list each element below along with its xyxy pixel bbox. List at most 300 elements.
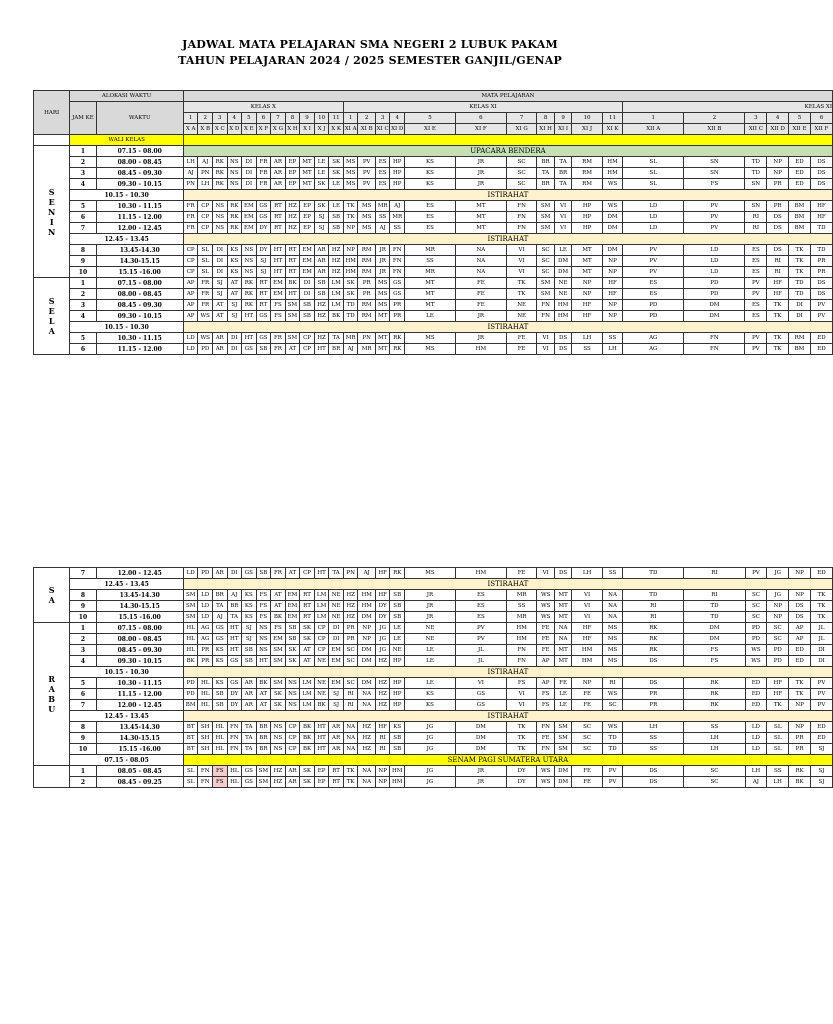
break-time: 10.15 - 10.30 — [70, 190, 184, 201]
class-number: 6 — [256, 113, 271, 124]
class-number: 4 — [767, 113, 789, 124]
teacher-code-cell: SK — [300, 634, 315, 645]
teacher-code-cell: HT — [314, 744, 329, 755]
teacher-code-cell: SJ — [242, 634, 257, 645]
istirahat-banner: ISTIRAHAT — [183, 579, 832, 590]
teacher-code-cell: AP — [789, 623, 811, 634]
teacher-code-cell: RT — [300, 612, 315, 623]
teacher-code-cell: AR — [242, 678, 257, 689]
teacher-code-cell: AR — [212, 344, 227, 355]
teacher-code-cell: FE — [506, 568, 537, 579]
teacher-code-cell: AJ — [198, 157, 213, 168]
teacher-code-cell: SK — [300, 777, 315, 788]
teacher-code-cell: CP — [314, 645, 329, 656]
waktu: 08.00 - 08.45 — [96, 289, 183, 300]
waktu: 09.30 - 10.15 — [96, 311, 183, 322]
waktu: 08.00 - 08.45 — [96, 634, 183, 645]
teacher-code-cell: RI — [684, 568, 745, 579]
teacher-code-cell: KS — [212, 656, 227, 667]
teacher-code-cell: HF — [767, 289, 789, 300]
teacher-code-cell: FS — [256, 601, 271, 612]
teacher-code-cell: JL — [811, 623, 833, 634]
teacher-code-cell: EM — [300, 256, 315, 267]
schedule-row — [34, 579, 833, 590]
jam-ke: 1 — [70, 766, 96, 777]
teacher-code-cell: RM — [572, 179, 603, 190]
teacher-code-cell: SN — [745, 179, 767, 190]
teacher-code-cell: PV — [810, 311, 832, 322]
teacher-code-cell: AG — [623, 344, 684, 355]
teacher-code-cell: JG — [375, 645, 390, 656]
teacher-code-cell: AT — [285, 568, 300, 579]
schedule-table-page-2 — [33, 567, 833, 788]
teacher-code-cell: WS — [602, 722, 622, 733]
teacher-code-cell: TK — [789, 689, 811, 700]
teacher-code-cell: SB — [256, 344, 271, 355]
teacher-code-cell: DM — [684, 311, 745, 322]
teacher-code-cell: CP — [198, 223, 213, 234]
teacher-code-cell: MT — [572, 245, 603, 256]
teacher-code-cell: HF — [375, 590, 390, 601]
teacher-code-cell: LD — [745, 733, 767, 744]
teacher-code-cell: DM — [602, 212, 622, 223]
teacher-code-cell: MR — [506, 590, 537, 601]
teacher-code-cell: FR — [271, 568, 286, 579]
teacher-code-cell: TK — [767, 311, 789, 322]
teacher-code-cell: KS — [227, 245, 242, 256]
jam-ke: 10 — [70, 612, 96, 623]
teacher-code-cell: EM — [242, 201, 257, 212]
teacher-code-cell: AT — [300, 645, 315, 656]
teacher-code-cell: LE — [329, 201, 344, 212]
teacher-code-cell: LD — [198, 590, 213, 601]
class-number: 11 — [329, 113, 344, 124]
teacher-code-cell: MS — [358, 223, 375, 234]
teacher-code-cell: NP — [789, 722, 811, 733]
teacher-code-cell: AT — [256, 689, 271, 700]
teacher-code-cell: FS — [256, 590, 271, 601]
teacher-code-cell: LD — [684, 267, 745, 278]
teacher-code-cell: FN — [227, 744, 242, 755]
schedule-row — [34, 179, 833, 190]
kelas-x-header: KELAS X — [183, 102, 343, 113]
teacher-code-cell: SM — [537, 212, 554, 223]
document-subtitle: TAHUN PELAJARAN 2024 / 2025 SEMESTER GANJIL/GENAP — [178, 54, 562, 67]
teacher-code-cell: KS — [242, 612, 257, 623]
teacher-code-cell: TD — [684, 612, 745, 623]
teacher-code-cell: AT — [227, 278, 242, 289]
teacher-code-cell: LM — [329, 278, 344, 289]
teacher-code-cell: WS — [602, 201, 622, 212]
teacher-code-cell: DI — [811, 645, 833, 656]
teacher-code-cell: SB — [390, 590, 405, 601]
teacher-code-cell: RT — [271, 201, 286, 212]
teacher-code-cell: LM — [300, 700, 315, 711]
teacher-code-cell: CP — [198, 201, 213, 212]
teacher-code-cell: SC — [343, 678, 358, 689]
teacher-code-cell: HL — [183, 645, 198, 656]
teacher-code-cell: BK — [314, 700, 329, 711]
teacher-code-cell: SS — [405, 256, 456, 267]
teacher-code-cell: MT — [375, 344, 390, 355]
teacher-code-cell: DI — [212, 256, 227, 267]
teacher-code-cell: JR — [455, 168, 506, 179]
teacher-code-cell: PV — [811, 700, 833, 711]
teacher-code-cell: JR — [455, 311, 506, 322]
teacher-code-cell: NE — [404, 623, 455, 634]
class-number: 2 — [358, 113, 375, 124]
teacher-code-cell: SM — [183, 590, 198, 601]
schedule-row — [34, 711, 833, 722]
teacher-code-cell: RI — [375, 733, 390, 744]
teacher-code-cell: JL — [455, 645, 506, 656]
waktu: 15.15 -16.00 — [96, 744, 183, 755]
teacher-code-cell: AR — [212, 333, 227, 344]
teacher-code-cell: DI — [227, 568, 242, 579]
teacher-code-cell: KS — [405, 168, 456, 179]
jam-ke: 3 — [70, 168, 96, 179]
class-number: 6 — [455, 113, 506, 124]
jam-ke: 2 — [70, 289, 96, 300]
teacher-code-cell: SB — [314, 289, 329, 300]
teacher-code-cell: SK — [300, 766, 315, 777]
teacher-code-cell: PR — [810, 256, 832, 267]
teacher-code-cell: JR — [455, 157, 506, 168]
teacher-code-cell: SS — [623, 733, 684, 744]
teacher-code-cell: FN — [506, 212, 537, 223]
jam-ke: 8 — [70, 245, 96, 256]
teacher-code-cell: MS — [358, 201, 375, 212]
teacher-code-cell: AJ — [212, 612, 227, 623]
class-name: X A — [183, 124, 198, 135]
teacher-code-cell: ED — [789, 168, 811, 179]
teacher-code-cell: AP — [183, 289, 198, 300]
teacher-code-cell: BT — [183, 733, 198, 744]
teacher-code-cell: BM — [789, 201, 811, 212]
teacher-code-cell: RM — [358, 245, 375, 256]
teacher-code-cell: ES — [623, 278, 684, 289]
teacher-code-cell: MT — [554, 656, 571, 667]
teacher-code-cell: HP — [390, 700, 405, 711]
day-label-rabu: R A B U — [34, 623, 70, 766]
teacher-code-cell: AJ — [745, 777, 767, 788]
teacher-code-cell: SB — [390, 612, 405, 623]
teacher-code-cell: NE — [506, 300, 537, 311]
teacher-code-cell: MS — [405, 344, 456, 355]
teacher-code-cell: HL — [198, 689, 213, 700]
waktu: 11.15 - 12.00 — [96, 212, 183, 223]
teacher-code-cell: SC — [572, 733, 603, 744]
teacher-code-cell: LH — [198, 179, 213, 190]
teacher-code-cell: LD — [684, 245, 745, 256]
teacher-code-cell: DM — [455, 722, 506, 733]
teacher-code-cell: TK — [767, 333, 789, 344]
teacher-code-cell: HZ — [343, 601, 358, 612]
teacher-code-cell: NS — [285, 678, 300, 689]
day-label-selasa: S E L A — [34, 278, 70, 355]
teacher-code-cell: NE — [314, 689, 329, 700]
teacher-code-cell: LH — [572, 568, 603, 579]
teacher-code-cell: MT — [572, 256, 603, 267]
teacher-code-cell: RM — [358, 256, 375, 267]
teacher-code-cell: PV — [623, 267, 684, 278]
teacher-code-cell: RT — [285, 256, 300, 267]
teacher-code-cell: HF — [572, 623, 603, 634]
class-name: XII E — [789, 124, 811, 135]
class-name: X I — [300, 124, 315, 135]
teacher-code-cell: MT — [300, 157, 315, 168]
teacher-code-cell: HM — [358, 601, 375, 612]
class-number: 6 — [810, 113, 832, 124]
teacher-code-cell: HT — [242, 333, 257, 344]
teacher-code-cell: HP — [572, 201, 603, 212]
waktu: 09.30 - 10.15 — [96, 656, 183, 667]
teacher-code-cell: PR — [789, 744, 811, 755]
teacher-code-cell: HT — [227, 645, 242, 656]
teacher-code-cell: SB — [242, 656, 257, 667]
teacher-code-cell: PD — [198, 344, 213, 355]
teacher-code-cell: ES — [405, 212, 456, 223]
teacher-code-cell: PD — [684, 278, 745, 289]
jam-ke: 1 — [70, 623, 96, 634]
teacher-code-cell: AT — [212, 300, 227, 311]
teacher-code-cell: JR — [455, 777, 506, 788]
teacher-code-cell: RT — [271, 212, 286, 223]
teacher-code-cell: RK — [623, 634, 684, 645]
teacher-code-cell: EP — [285, 179, 300, 190]
teacher-code-cell: TK — [811, 601, 833, 612]
teacher-code-cell: DM — [602, 245, 622, 256]
teacher-code-cell: HZ — [358, 722, 375, 733]
class-name: X G — [271, 124, 286, 135]
teacher-code-cell: PV — [602, 766, 622, 777]
teacher-code-cell: FR — [256, 168, 271, 179]
teacher-code-cell: WS — [602, 179, 622, 190]
teacher-code-cell: ES — [375, 179, 390, 190]
class-number: 5 — [242, 113, 257, 124]
teacher-code-cell: SC — [602, 700, 622, 711]
teacher-code-cell: RI — [684, 590, 745, 601]
teacher-code-cell: NA — [455, 267, 506, 278]
teacher-code-cell: TK — [506, 733, 537, 744]
teacher-code-cell: PV — [811, 689, 833, 700]
class-number: 1 — [183, 113, 198, 124]
teacher-code-cell: NS — [285, 700, 300, 711]
teacher-code-cell: ED — [789, 645, 811, 656]
teacher-code-cell: SL — [183, 777, 198, 788]
teacher-code-cell: RT — [329, 777, 344, 788]
teacher-code-cell: DS — [810, 278, 832, 289]
teacher-code-cell: SB — [212, 689, 227, 700]
teacher-code-cell: TD — [343, 300, 358, 311]
teacher-code-cell: KS — [405, 179, 456, 190]
teacher-code-cell: TA — [212, 601, 227, 612]
teacher-code-cell: LM — [329, 300, 344, 311]
teacher-code-cell: NE — [390, 645, 405, 656]
teacher-code-cell: PV — [455, 634, 506, 645]
teacher-code-cell: SM — [537, 289, 554, 300]
teacher-code-cell: SJ — [227, 311, 242, 322]
teacher-code-cell: HM — [358, 590, 375, 601]
teacher-code-cell: DI — [329, 634, 344, 645]
teacher-code-cell: NP — [789, 590, 811, 601]
teacher-code-cell: HP — [390, 157, 405, 168]
teacher-code-cell: EM — [300, 267, 315, 278]
teacher-code-cell: HL — [198, 700, 213, 711]
teacher-code-cell: AP — [183, 300, 198, 311]
teacher-code-cell: GS — [256, 311, 271, 322]
teacher-code-cell: HF — [572, 300, 603, 311]
teacher-code-cell: FN — [390, 267, 405, 278]
teacher-code-cell: GS — [455, 689, 506, 700]
teacher-code-cell: SL — [198, 245, 213, 256]
teacher-code-cell: LM — [329, 289, 344, 300]
teacher-code-cell: FR — [198, 289, 213, 300]
schedule-row — [34, 333, 833, 344]
teacher-code-cell: AR — [329, 744, 344, 755]
teacher-code-cell: LD — [745, 722, 767, 733]
teacher-code-cell: BT — [183, 722, 198, 733]
teacher-code-cell: EM — [300, 245, 315, 256]
teacher-code-cell: WS — [745, 645, 767, 656]
teacher-code-cell: SL — [183, 766, 198, 777]
break-time: 12.45 - 13.45 — [70, 579, 184, 590]
teacher-code-cell: SB — [285, 634, 300, 645]
teacher-code-cell: FS — [271, 300, 286, 311]
teacher-code-cell: LD — [623, 201, 684, 212]
jam-ke: 5 — [70, 333, 96, 344]
teacher-code-cell: PV — [455, 623, 506, 634]
schedule-row — [34, 234, 833, 245]
teacher-code-cell: TK — [506, 278, 537, 289]
teacher-code-cell: PD — [623, 311, 684, 322]
teacher-code-cell: SC — [745, 601, 767, 612]
class-number: 7 — [271, 113, 286, 124]
teacher-code-cell: WS — [198, 311, 213, 322]
teacher-code-cell: DM — [554, 256, 571, 267]
teacher-code-cell: DM — [358, 678, 375, 689]
teacher-code-cell: AG — [198, 623, 213, 634]
teacher-code-cell: GS — [242, 344, 257, 355]
class-name: XII F — [810, 124, 832, 135]
teacher-code-cell: RM — [358, 300, 375, 311]
teacher-code-cell: VI — [554, 223, 571, 234]
teacher-code-cell: RK — [684, 678, 745, 689]
teacher-code-cell: BM — [789, 212, 811, 223]
class-name: XI F — [455, 124, 506, 135]
waktu: 13.45-14.30 — [96, 245, 183, 256]
teacher-code-cell: SC — [506, 157, 537, 168]
teacher-code-cell: AP — [183, 278, 198, 289]
teacher-code-cell: TD — [745, 157, 767, 168]
teacher-code-cell: SB — [314, 278, 329, 289]
teacher-code-cell: SB — [390, 733, 405, 744]
teacher-code-cell: FS — [537, 689, 554, 700]
teacher-code-cell: DM — [455, 744, 506, 755]
teacher-code-cell: VI — [506, 245, 537, 256]
teacher-code-cell: EM — [271, 289, 286, 300]
teacher-code-cell: JG — [404, 733, 455, 744]
teacher-code-cell: DY — [227, 689, 242, 700]
teacher-code-cell: RT — [256, 289, 271, 300]
class-number: 4 — [227, 113, 242, 124]
teacher-code-cell: TD — [810, 245, 832, 256]
teacher-code-cell: NE — [329, 590, 344, 601]
teacher-code-cell: SL — [767, 722, 789, 733]
jam-ke: 4 — [70, 179, 96, 190]
teacher-code-cell: MT — [554, 645, 571, 656]
teacher-code-cell: RK — [789, 766, 811, 777]
teacher-code-cell: FS — [256, 612, 271, 623]
teacher-code-cell: AT — [300, 656, 315, 667]
teacher-code-cell: SS — [506, 601, 537, 612]
waktu: 13.45-14.30 — [96, 590, 183, 601]
teacher-code-cell: TD — [684, 601, 745, 612]
class-name: XI C — [375, 124, 390, 135]
teacher-code-cell: DS — [767, 245, 789, 256]
teacher-code-cell: HZ — [271, 777, 286, 788]
teacher-code-cell: SB — [242, 645, 257, 656]
teacher-code-cell: SC — [684, 777, 745, 788]
teacher-code-cell: AR — [271, 157, 286, 168]
teacher-code-cell: PR — [198, 656, 213, 667]
teacher-code-cell: SN — [745, 201, 767, 212]
teacher-code-cell: FE — [506, 344, 537, 355]
wali-kelas-row — [34, 135, 833, 146]
teacher-code-cell: TD — [810, 223, 832, 234]
teacher-code-cell: NP — [343, 245, 358, 256]
teacher-code-cell: ES — [745, 245, 767, 256]
teacher-code-cell: GS — [390, 289, 405, 300]
jam-ke: 4 — [70, 311, 96, 322]
teacher-code-cell: VI — [572, 601, 603, 612]
teacher-code-cell: FS — [271, 311, 286, 322]
class-name: XII B — [684, 124, 745, 135]
teacher-code-cell: SC — [537, 267, 554, 278]
teacher-code-cell: SB — [329, 223, 344, 234]
schedule-row — [34, 311, 833, 322]
teacher-code-cell: BM — [789, 223, 811, 234]
teacher-code-cell: RT — [271, 223, 286, 234]
teacher-code-cell: PR — [767, 201, 789, 212]
teacher-code-cell: SB — [256, 568, 271, 579]
teacher-code-cell: FE — [455, 300, 506, 311]
teacher-code-cell: WS — [198, 333, 213, 344]
teacher-code-cell: CP — [198, 212, 213, 223]
teacher-code-cell: RK — [227, 201, 242, 212]
teacher-code-cell: GS — [390, 278, 405, 289]
teacher-code-cell: BT — [183, 744, 198, 755]
teacher-code-cell: AJ — [343, 344, 358, 355]
mapel-header: MATA PELAJARAN — [183, 91, 832, 102]
teacher-code-cell: RM — [358, 311, 375, 322]
teacher-code-cell: TD — [623, 590, 684, 601]
teacher-code-cell: PN — [198, 168, 213, 179]
teacher-code-cell: FE — [537, 645, 554, 656]
class-name: XI J — [572, 124, 603, 135]
teacher-code-cell: SB — [300, 311, 315, 322]
jam-ke: 2 — [70, 777, 96, 788]
teacher-code-cell: RT — [329, 766, 344, 777]
istirahat-banner: ISTIRAHAT — [183, 711, 832, 722]
teacher-code-cell: FN — [537, 300, 554, 311]
teacher-code-cell: HF — [375, 568, 390, 579]
teacher-code-cell: LH — [684, 744, 745, 755]
waktu: 11.15 - 12.00 — [96, 344, 183, 355]
teacher-code-cell: LM — [314, 590, 329, 601]
teacher-code-cell: FR — [256, 157, 271, 168]
teacher-code-cell: PV — [745, 333, 767, 344]
